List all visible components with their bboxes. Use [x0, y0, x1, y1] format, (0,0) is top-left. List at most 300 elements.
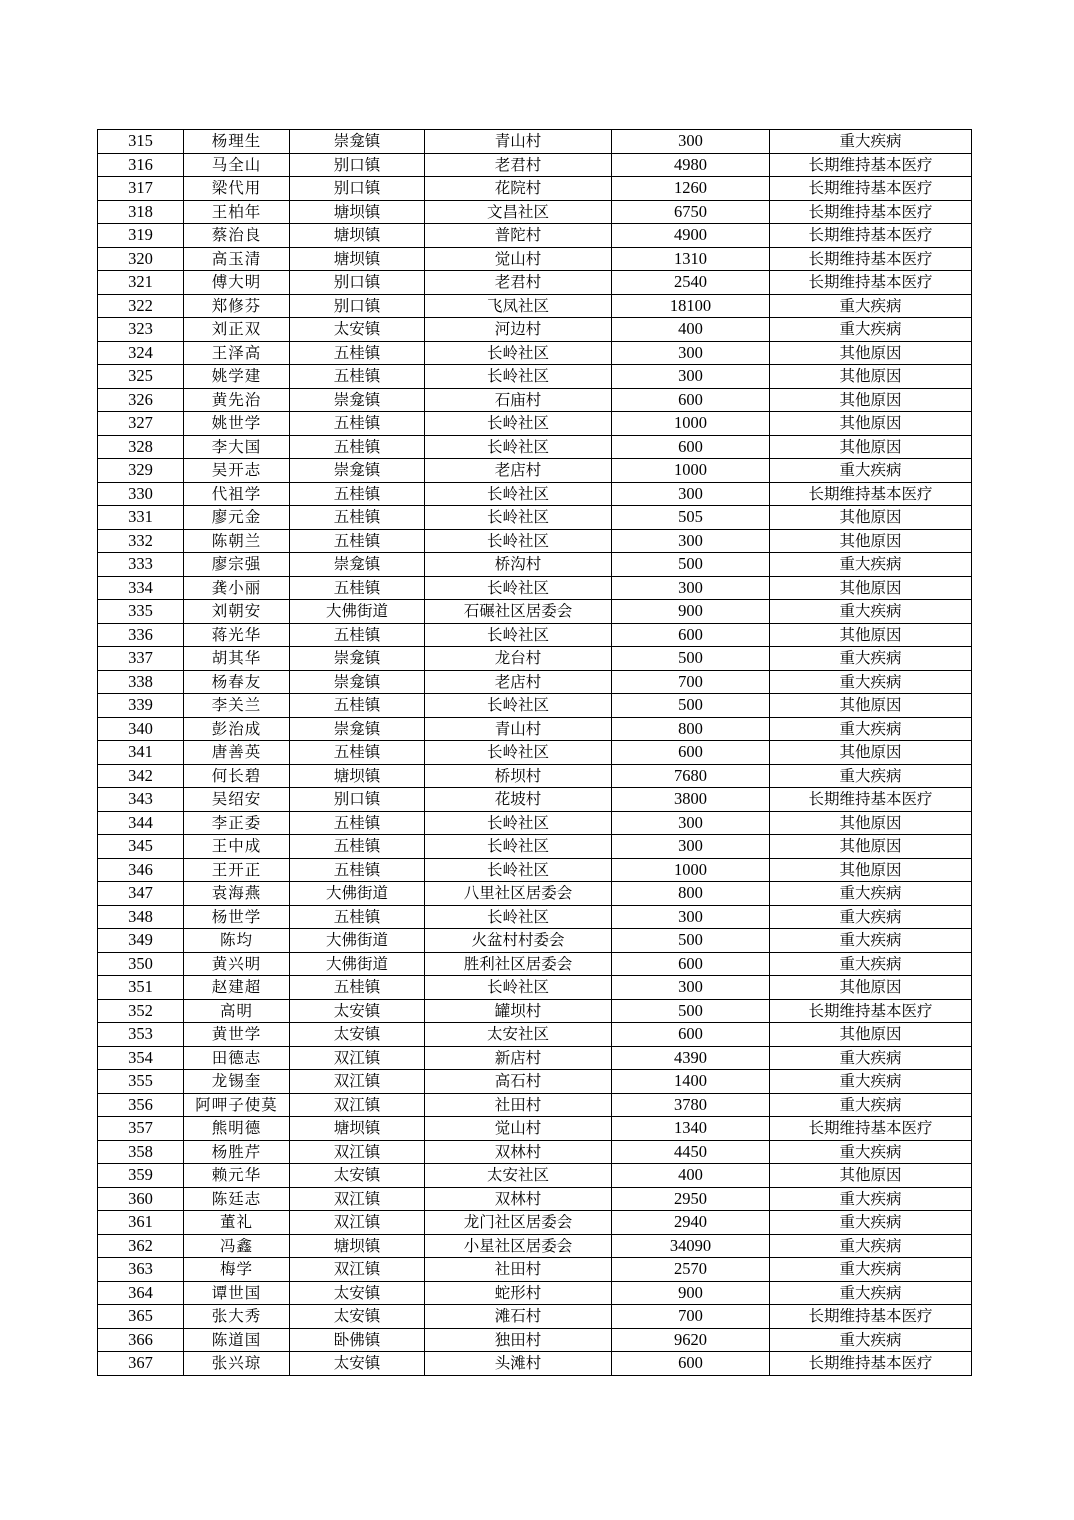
person-name-cell: 何长碧: [184, 764, 290, 788]
reason-cell: 重大疾病: [770, 882, 972, 906]
reason-cell: 重大疾病: [770, 130, 972, 154]
table-row: [98, 1070, 972, 1094]
table-row: [98, 506, 972, 530]
town-cell: 五桂镇: [290, 576, 425, 600]
town-cell: 崇龛镇: [290, 130, 425, 154]
person-name-cell: 刘朝安: [184, 600, 290, 624]
row-number-cell: 328: [98, 435, 184, 459]
village-cell: 独田村: [425, 1328, 612, 1352]
table-row: [98, 788, 972, 812]
row-number-cell: 338: [98, 670, 184, 694]
person-name-cell: 黄兴明: [184, 952, 290, 976]
reason-cell: 重大疾病: [770, 1258, 972, 1282]
table-row: [98, 1234, 972, 1258]
village-cell: 文昌社区: [425, 200, 612, 224]
table-row: [98, 811, 972, 835]
person-name-cell: 姚学建: [184, 365, 290, 389]
village-cell: 觉山村: [425, 1117, 612, 1141]
village-cell: 社田村: [425, 1093, 612, 1117]
town-cell: 塘坝镇: [290, 200, 425, 224]
town-cell: 别口镇: [290, 271, 425, 295]
amount-cell: 1000: [612, 459, 770, 483]
reason-cell: 重大疾病: [770, 1234, 972, 1258]
person-name-cell: 龚小丽: [184, 576, 290, 600]
reason-cell: 其他原因: [770, 388, 972, 412]
town-cell: 五桂镇: [290, 858, 425, 882]
table-row: [98, 388, 972, 412]
table-row: [98, 200, 972, 224]
town-cell: 塘坝镇: [290, 764, 425, 788]
amount-cell: 300: [612, 482, 770, 506]
table-row: [98, 130, 972, 154]
village-cell: 长岭社区: [425, 482, 612, 506]
amount-cell: 700: [612, 1305, 770, 1329]
person-name-cell: 胡其华: [184, 647, 290, 671]
table-row: [98, 1305, 972, 1329]
table-row: [98, 482, 972, 506]
table-row: [98, 435, 972, 459]
reason-cell: 重大疾病: [770, 1187, 972, 1211]
reason-cell: 长期维持基本医疗: [770, 153, 972, 177]
table-row: [98, 1046, 972, 1070]
town-cell: 五桂镇: [290, 694, 425, 718]
person-name-cell: 熊明德: [184, 1117, 290, 1141]
village-cell: 长岭社区: [425, 365, 612, 389]
village-cell: 罐坝村: [425, 999, 612, 1023]
amount-cell: 1310: [612, 247, 770, 271]
person-name-cell: 阿呷子使莫: [184, 1093, 290, 1117]
records-table-body: [98, 130, 972, 1376]
table-row: [98, 905, 972, 929]
village-cell: 普陀村: [425, 224, 612, 248]
amount-cell: 1000: [612, 858, 770, 882]
row-number-cell: 347: [98, 882, 184, 906]
reason-cell: 重大疾病: [770, 553, 972, 577]
person-name-cell: 杨理生: [184, 130, 290, 154]
amount-cell: 9620: [612, 1328, 770, 1352]
town-cell: 塘坝镇: [290, 224, 425, 248]
person-name-cell: 李大国: [184, 435, 290, 459]
amount-cell: 4390: [612, 1046, 770, 1070]
village-cell: 长岭社区: [425, 529, 612, 553]
person-name-cell: 董礼: [184, 1211, 290, 1235]
amount-cell: 600: [612, 388, 770, 412]
village-cell: 河边村: [425, 318, 612, 342]
amount-cell: 300: [612, 365, 770, 389]
row-number-cell: 334: [98, 576, 184, 600]
table-row: [98, 882, 972, 906]
row-number-cell: 359: [98, 1164, 184, 1188]
village-cell: 老店村: [425, 459, 612, 483]
reason-cell: 重大疾病: [770, 459, 972, 483]
town-cell: 双江镇: [290, 1211, 425, 1235]
reason-cell: 长期维持基本医疗: [770, 271, 972, 295]
amount-cell: 1260: [612, 177, 770, 201]
person-name-cell: 李关兰: [184, 694, 290, 718]
table-row: [98, 835, 972, 859]
town-cell: 塘坝镇: [290, 1117, 425, 1141]
town-cell: 太安镇: [290, 999, 425, 1023]
reason-cell: 长期维持基本医疗: [770, 999, 972, 1023]
village-cell: 青山村: [425, 717, 612, 741]
reason-cell: 重大疾病: [770, 717, 972, 741]
amount-cell: 300: [612, 529, 770, 553]
reason-cell: 其他原因: [770, 858, 972, 882]
town-cell: 五桂镇: [290, 341, 425, 365]
row-number-cell: 327: [98, 412, 184, 436]
reason-cell: 其他原因: [770, 694, 972, 718]
table-row: [98, 717, 972, 741]
row-number-cell: 346: [98, 858, 184, 882]
table-row: [98, 999, 972, 1023]
records-sheet: [97, 129, 971, 1376]
village-cell: 觉山村: [425, 247, 612, 271]
person-name-cell: 王开正: [184, 858, 290, 882]
person-name-cell: 张兴琼: [184, 1352, 290, 1376]
amount-cell: 700: [612, 670, 770, 694]
row-number-cell: 350: [98, 952, 184, 976]
row-number-cell: 337: [98, 647, 184, 671]
person-name-cell: 吴开志: [184, 459, 290, 483]
town-cell: 太安镇: [290, 1352, 425, 1376]
table-row: [98, 553, 972, 577]
person-name-cell: 赖元华: [184, 1164, 290, 1188]
row-number-cell: 351: [98, 976, 184, 1000]
person-name-cell: 唐善英: [184, 741, 290, 765]
row-number-cell: 356: [98, 1093, 184, 1117]
village-cell: 长岭社区: [425, 576, 612, 600]
village-cell: 长岭社区: [425, 412, 612, 436]
amount-cell: 2540: [612, 271, 770, 295]
amount-cell: 300: [612, 835, 770, 859]
amount-cell: 300: [612, 811, 770, 835]
village-cell: 长岭社区: [425, 976, 612, 1000]
town-cell: 太安镇: [290, 318, 425, 342]
table-row: [98, 177, 972, 201]
village-cell: 桥沟村: [425, 553, 612, 577]
amount-cell: 300: [612, 576, 770, 600]
reason-cell: 其他原因: [770, 1164, 972, 1188]
amount-cell: 600: [612, 1023, 770, 1047]
amount-cell: 500: [612, 999, 770, 1023]
village-cell: 高石村: [425, 1070, 612, 1094]
reason-cell: 重大疾病: [770, 1046, 972, 1070]
reason-cell: 重大疾病: [770, 764, 972, 788]
town-cell: 崇龛镇: [290, 459, 425, 483]
village-cell: 花坡村: [425, 788, 612, 812]
table-row: [98, 412, 972, 436]
amount-cell: 34090: [612, 1234, 770, 1258]
table-row: [98, 600, 972, 624]
person-name-cell: 黄先治: [184, 388, 290, 412]
row-number-cell: 355: [98, 1070, 184, 1094]
village-cell: 双林村: [425, 1187, 612, 1211]
row-number-cell: 322: [98, 294, 184, 318]
reason-cell: 其他原因: [770, 341, 972, 365]
table-row: [98, 459, 972, 483]
person-name-cell: 梅学: [184, 1258, 290, 1282]
person-name-cell: 傅大明: [184, 271, 290, 295]
person-name-cell: 谭世国: [184, 1281, 290, 1305]
amount-cell: 2950: [612, 1187, 770, 1211]
town-cell: 双江镇: [290, 1046, 425, 1070]
amount-cell: 1000: [612, 412, 770, 436]
village-cell: 太安社区: [425, 1164, 612, 1188]
row-number-cell: 367: [98, 1352, 184, 1376]
table-row: [98, 647, 972, 671]
person-name-cell: 高明: [184, 999, 290, 1023]
table-row: [98, 1023, 972, 1047]
town-cell: 崇龛镇: [290, 388, 425, 412]
village-cell: 长岭社区: [425, 694, 612, 718]
town-cell: 太安镇: [290, 1164, 425, 1188]
amount-cell: 2570: [612, 1258, 770, 1282]
person-name-cell: 王柏年: [184, 200, 290, 224]
amount-cell: 300: [612, 341, 770, 365]
town-cell: 五桂镇: [290, 623, 425, 647]
reason-cell: 重大疾病: [770, 647, 972, 671]
person-name-cell: 杨世学: [184, 905, 290, 929]
reason-cell: 长期维持基本医疗: [770, 177, 972, 201]
town-cell: 双江镇: [290, 1070, 425, 1094]
amount-cell: 3800: [612, 788, 770, 812]
row-number-cell: 341: [98, 741, 184, 765]
row-number-cell: 316: [98, 153, 184, 177]
row-number-cell: 335: [98, 600, 184, 624]
town-cell: 崇龛镇: [290, 670, 425, 694]
amount-cell: 6750: [612, 200, 770, 224]
village-cell: 老君村: [425, 153, 612, 177]
amount-cell: 7680: [612, 764, 770, 788]
village-cell: 社田村: [425, 1258, 612, 1282]
table-row: [98, 952, 972, 976]
reason-cell: 其他原因: [770, 412, 972, 436]
reason-cell: 重大疾病: [770, 1140, 972, 1164]
reason-cell: 长期维持基本医疗: [770, 247, 972, 271]
town-cell: 五桂镇: [290, 482, 425, 506]
reason-cell: 重大疾病: [770, 670, 972, 694]
town-cell: 大佛街道: [290, 882, 425, 906]
village-cell: 飞凤社区: [425, 294, 612, 318]
town-cell: 五桂镇: [290, 976, 425, 1000]
row-number-cell: 365: [98, 1305, 184, 1329]
town-cell: 崇龛镇: [290, 647, 425, 671]
person-name-cell: 吴绍安: [184, 788, 290, 812]
town-cell: 五桂镇: [290, 506, 425, 530]
table-row: [98, 1187, 972, 1211]
person-name-cell: 冯鑫: [184, 1234, 290, 1258]
row-number-cell: 353: [98, 1023, 184, 1047]
reason-cell: 重大疾病: [770, 952, 972, 976]
row-number-cell: 323: [98, 318, 184, 342]
town-cell: 太安镇: [290, 1023, 425, 1047]
town-cell: 五桂镇: [290, 412, 425, 436]
row-number-cell: 348: [98, 905, 184, 929]
town-cell: 双江镇: [290, 1187, 425, 1211]
village-cell: 石碾社区居委会: [425, 600, 612, 624]
village-cell: 长岭社区: [425, 506, 612, 530]
village-cell: 长岭社区: [425, 435, 612, 459]
amount-cell: 600: [612, 952, 770, 976]
table-row: [98, 1093, 972, 1117]
amount-cell: 400: [612, 318, 770, 342]
town-cell: 崇龛镇: [290, 717, 425, 741]
amount-cell: 600: [612, 623, 770, 647]
table-row: [98, 224, 972, 248]
row-number-cell: 340: [98, 717, 184, 741]
reason-cell: 长期维持基本医疗: [770, 1352, 972, 1376]
amount-cell: 300: [612, 130, 770, 154]
town-cell: 五桂镇: [290, 529, 425, 553]
row-number-cell: 339: [98, 694, 184, 718]
table-row: [98, 1164, 972, 1188]
person-name-cell: 王中成: [184, 835, 290, 859]
village-cell: 滩石村: [425, 1305, 612, 1329]
table-row: [98, 623, 972, 647]
row-number-cell: 363: [98, 1258, 184, 1282]
person-name-cell: 刘正双: [184, 318, 290, 342]
row-number-cell: 343: [98, 788, 184, 812]
table-row: [98, 294, 972, 318]
person-name-cell: 姚世学: [184, 412, 290, 436]
village-cell: 长岭社区: [425, 835, 612, 859]
reason-cell: 长期维持基本医疗: [770, 1117, 972, 1141]
table-row: [98, 670, 972, 694]
table-row: [98, 1117, 972, 1141]
village-cell: 长岭社区: [425, 858, 612, 882]
row-number-cell: 333: [98, 553, 184, 577]
amount-cell: 500: [612, 647, 770, 671]
person-name-cell: 田德志: [184, 1046, 290, 1070]
person-name-cell: 李正委: [184, 811, 290, 835]
village-cell: 龙门社区居委会: [425, 1211, 612, 1235]
town-cell: 别口镇: [290, 788, 425, 812]
amount-cell: 2940: [612, 1211, 770, 1235]
reason-cell: 重大疾病: [770, 1070, 972, 1094]
row-number-cell: 318: [98, 200, 184, 224]
town-cell: 双江镇: [290, 1140, 425, 1164]
table-row: [98, 318, 972, 342]
table-row: [98, 153, 972, 177]
table-row: [98, 694, 972, 718]
person-name-cell: 陈均: [184, 929, 290, 953]
amount-cell: 900: [612, 1281, 770, 1305]
village-cell: 火盆村村委会: [425, 929, 612, 953]
row-number-cell: 364: [98, 1281, 184, 1305]
row-number-cell: 321: [98, 271, 184, 295]
town-cell: 崇龛镇: [290, 553, 425, 577]
village-cell: 长岭社区: [425, 811, 612, 835]
row-number-cell: 344: [98, 811, 184, 835]
town-cell: 五桂镇: [290, 905, 425, 929]
person-name-cell: 高玉清: [184, 247, 290, 271]
reason-cell: 重大疾病: [770, 294, 972, 318]
amount-cell: 300: [612, 905, 770, 929]
row-number-cell: 315: [98, 130, 184, 154]
row-number-cell: 342: [98, 764, 184, 788]
village-cell: 长岭社区: [425, 623, 612, 647]
person-name-cell: 杨胜芹: [184, 1140, 290, 1164]
reason-cell: 其他原因: [770, 623, 972, 647]
reason-cell: 重大疾病: [770, 1211, 972, 1235]
village-cell: 长岭社区: [425, 341, 612, 365]
table-row: [98, 929, 972, 953]
reason-cell: 重大疾病: [770, 1093, 972, 1117]
village-cell: 桥坝村: [425, 764, 612, 788]
reason-cell: 其他原因: [770, 435, 972, 459]
person-name-cell: 廖元金: [184, 506, 290, 530]
row-number-cell: 317: [98, 177, 184, 201]
person-name-cell: 龙锡奎: [184, 1070, 290, 1094]
reason-cell: 其他原因: [770, 576, 972, 600]
village-cell: 长岭社区: [425, 905, 612, 929]
person-name-cell: 陈廷志: [184, 1187, 290, 1211]
row-number-cell: 332: [98, 529, 184, 553]
row-number-cell: 345: [98, 835, 184, 859]
village-cell: 老店村: [425, 670, 612, 694]
person-name-cell: 袁海燕: [184, 882, 290, 906]
person-name-cell: 赵建超: [184, 976, 290, 1000]
person-name-cell: 陈道国: [184, 1328, 290, 1352]
reason-cell: 长期维持基本医疗: [770, 1305, 972, 1329]
town-cell: 大佛街道: [290, 600, 425, 624]
person-name-cell: 张大秀: [184, 1305, 290, 1329]
amount-cell: 18100: [612, 294, 770, 318]
village-cell: 太安社区: [425, 1023, 612, 1047]
town-cell: 太安镇: [290, 1281, 425, 1305]
reason-cell: 其他原因: [770, 1023, 972, 1047]
row-number-cell: 326: [98, 388, 184, 412]
amount-cell: 400: [612, 1164, 770, 1188]
table-row: [98, 271, 972, 295]
person-name-cell: 梁代用: [184, 177, 290, 201]
reason-cell: 重大疾病: [770, 1328, 972, 1352]
village-cell: 小星社区居委会: [425, 1234, 612, 1258]
reason-cell: 长期维持基本医疗: [770, 788, 972, 812]
amount-cell: 600: [612, 435, 770, 459]
table-row: [98, 1258, 972, 1282]
amount-cell: 4450: [612, 1140, 770, 1164]
row-number-cell: 320: [98, 247, 184, 271]
table-row: [98, 976, 972, 1000]
village-cell: 长岭社区: [425, 741, 612, 765]
town-cell: 五桂镇: [290, 741, 425, 765]
person-name-cell: 蔡治良: [184, 224, 290, 248]
town-cell: 塘坝镇: [290, 1234, 425, 1258]
reason-cell: 其他原因: [770, 741, 972, 765]
reason-cell: 重大疾病: [770, 600, 972, 624]
table-row: [98, 1281, 972, 1305]
village-cell: 老君村: [425, 271, 612, 295]
table-row: [98, 1352, 972, 1376]
town-cell: 塘坝镇: [290, 247, 425, 271]
village-cell: 八里社区居委会: [425, 882, 612, 906]
row-number-cell: 358: [98, 1140, 184, 1164]
person-name-cell: 彭治成: [184, 717, 290, 741]
person-name-cell: 杨春友: [184, 670, 290, 694]
person-name-cell: 代祖学: [184, 482, 290, 506]
row-number-cell: 366: [98, 1328, 184, 1352]
amount-cell: 500: [612, 694, 770, 718]
row-number-cell: 324: [98, 341, 184, 365]
amount-cell: 900: [612, 600, 770, 624]
reason-cell: 其他原因: [770, 365, 972, 389]
town-cell: 双江镇: [290, 1093, 425, 1117]
amount-cell: 1400: [612, 1070, 770, 1094]
amount-cell: 800: [612, 882, 770, 906]
amount-cell: 800: [612, 717, 770, 741]
village-cell: 胜利社区居委会: [425, 952, 612, 976]
